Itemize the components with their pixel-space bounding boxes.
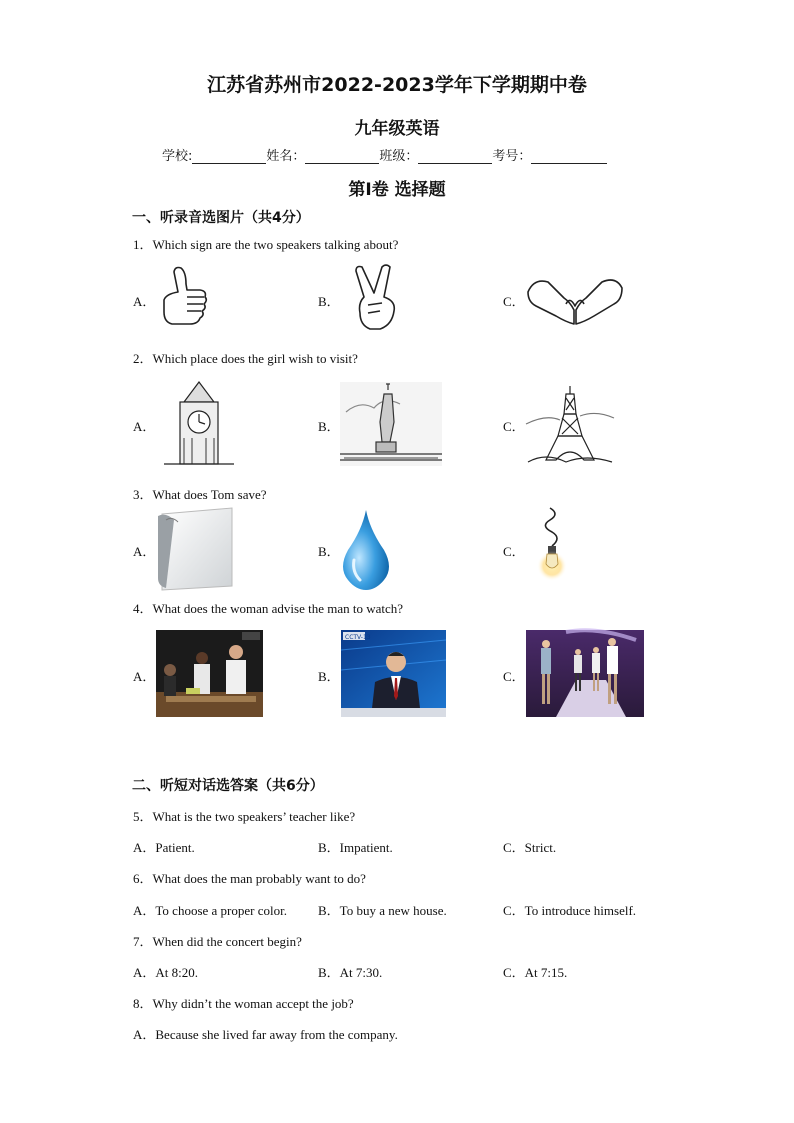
exam-title: 江苏省苏州市2022-2023学年下学期期中卷 bbox=[207, 74, 587, 96]
eiffel-tower-image bbox=[526, 384, 614, 466]
student-info-line bbox=[162, 145, 607, 164]
class-label: 班级： bbox=[379, 149, 419, 164]
q6-option-c[interactable]: C．To introduce himself. bbox=[503, 903, 637, 918]
question-3-stem: 3．What does Tom save? bbox=[133, 487, 267, 502]
school-blank[interactable] bbox=[192, 149, 266, 164]
q4-option-a-label: A． bbox=[133, 669, 156, 684]
paper-sheet-image bbox=[156, 508, 234, 590]
question-5-stem: 5．What is the two speakers’ teacher like? bbox=[133, 809, 356, 824]
q6-option-a[interactable]: A．To choose a proper color. bbox=[133, 903, 287, 918]
q3-option-b-label: B． bbox=[318, 544, 340, 559]
q1-option-b-label: B． bbox=[318, 294, 340, 309]
exam-subject: 九年级英语 bbox=[354, 119, 440, 139]
volume-title: 第Ⅰ卷 选择题 bbox=[348, 180, 446, 200]
name-blank[interactable] bbox=[305, 149, 379, 164]
q3-option-c-label: C． bbox=[503, 544, 525, 559]
q7-option-c[interactable]: C．At 7:15. bbox=[503, 965, 568, 980]
victory-hand-icon bbox=[352, 263, 400, 333]
q7-option-b[interactable]: B．At 7:30. bbox=[318, 965, 383, 980]
school-label: 学校: bbox=[162, 149, 193, 164]
news-anchor-photo bbox=[341, 630, 446, 717]
question-4-stem: 4．What does the woman advise the man to watch? bbox=[133, 601, 404, 616]
q6-option-b[interactable]: B．To buy a new house. bbox=[318, 903, 447, 918]
name-label: 姓名： bbox=[266, 149, 306, 164]
question-7-stem: 7．When did the concert begin? bbox=[133, 934, 302, 949]
cooking-show-photo bbox=[156, 630, 263, 717]
number-label: 考号： bbox=[492, 149, 532, 164]
q5-option-b[interactable]: B．Impatient. bbox=[318, 840, 393, 855]
q5-option-a[interactable]: A．Patient. bbox=[133, 840, 195, 855]
question-6-stem: 6．What does the man probably want to do? bbox=[133, 871, 366, 886]
section1-heading: 一、听录音选图片（共4分） bbox=[132, 210, 310, 226]
q4-option-b-label: B． bbox=[318, 669, 340, 684]
fashion-show-photo bbox=[526, 630, 644, 717]
q2-option-a-label: A． bbox=[133, 419, 156, 434]
tv-logo: CCTV-13 bbox=[345, 634, 371, 641]
q7-option-a[interactable]: A．At 8:20. bbox=[133, 965, 199, 980]
q8-option-a[interactable]: A．Because she lived far away from the company. bbox=[133, 1027, 398, 1042]
q1-option-c-label: C． bbox=[503, 294, 525, 309]
question-8-stem: 8．Why didn’t the woman accept the job? bbox=[133, 996, 354, 1011]
section2-heading: 二、听短对话选答案（共6分） bbox=[132, 778, 324, 794]
statue-of-liberty-image bbox=[340, 382, 442, 466]
class-blank[interactable] bbox=[418, 149, 492, 164]
water-drop-icon bbox=[340, 508, 392, 590]
q4-option-c-label: C． bbox=[503, 669, 525, 684]
thumbs-up-icon bbox=[160, 264, 210, 330]
q5-option-c[interactable]: C．Strict. bbox=[503, 840, 557, 855]
number-blank[interactable] bbox=[531, 149, 607, 164]
q1-option-a-label: A． bbox=[133, 294, 156, 309]
q2-option-b-label: B． bbox=[318, 419, 340, 434]
big-ben-image bbox=[162, 380, 236, 466]
question-2-stem: 2．Which place does the girl wish to visit? bbox=[133, 351, 358, 366]
q2-option-c-label: C． bbox=[503, 419, 525, 434]
question-1-stem: 1．Which sign are the two speakers talking about? bbox=[133, 237, 399, 252]
q3-option-a-label: A． bbox=[133, 544, 156, 559]
heart-hands-icon bbox=[526, 272, 624, 332]
light-bulb-icon bbox=[536, 506, 570, 582]
